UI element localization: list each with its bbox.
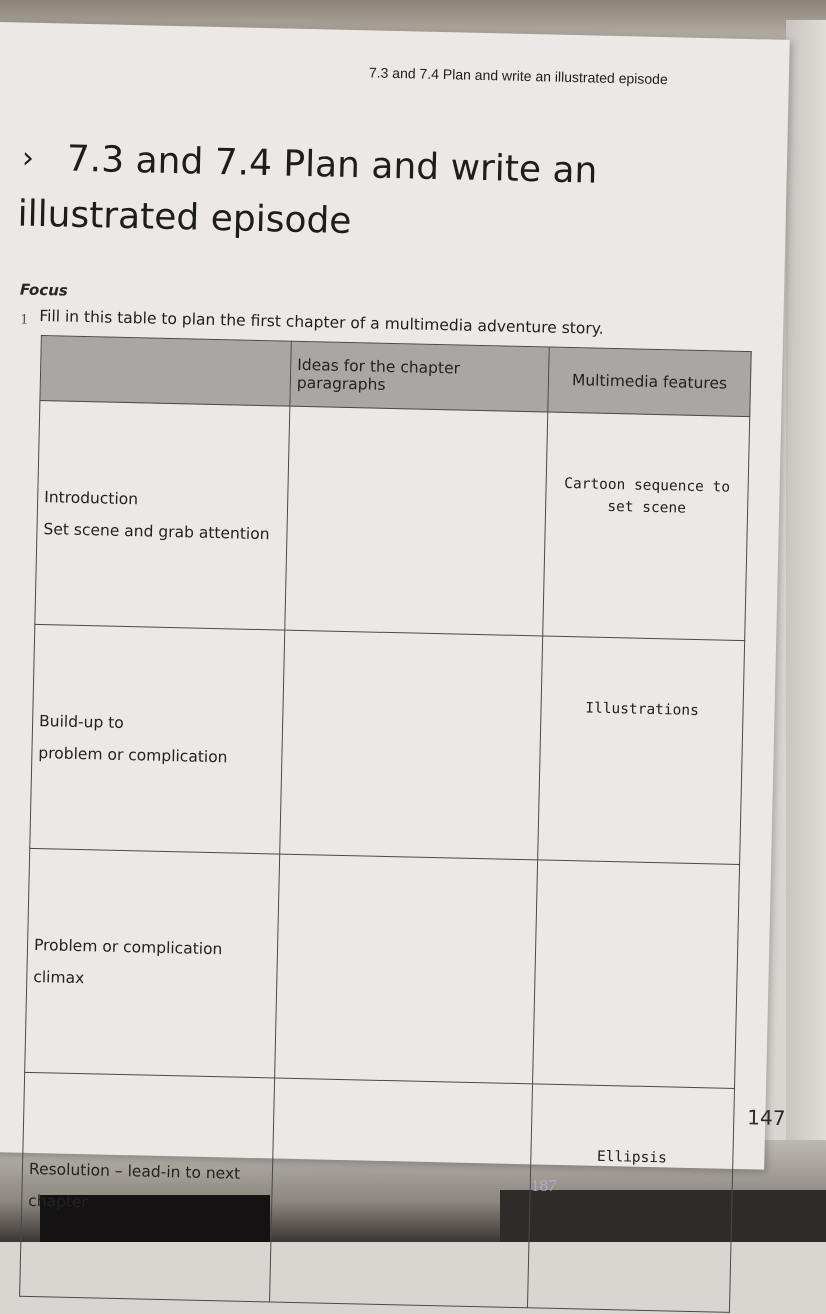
feature-cell: Ellipsis: [527, 1084, 734, 1313]
header-multimedia: Multimedia features: [548, 347, 751, 417]
stage-cell: [35, 401, 290, 631]
title-line-1: 7.3 and 7.4 Plan and write an: [66, 138, 598, 192]
stage-title: Build-up to: [38, 711, 125, 732]
ideas-cell[interactable]: [285, 406, 548, 636]
stage-subtitle: chapter: [28, 1191, 89, 1211]
planning-table: [19, 335, 752, 1313]
feature-cell[interactable]: [533, 860, 740, 1089]
focus-label: Focus: [19, 280, 69, 300]
book-edge-tag: 187: [531, 1176, 557, 1195]
header-ideas: Ideas for the chapter paragraphs: [290, 341, 549, 412]
ideas-cell[interactable]: [280, 630, 543, 860]
stage-cell: [30, 624, 285, 854]
feature-cell: Illustrations: [538, 636, 745, 865]
chevron-right-icon: ›: [21, 140, 35, 176]
question-instruction: Fill in this table to plan the first chapter of a multimedia adventure story.: [39, 306, 604, 338]
stage-cell: [25, 848, 280, 1078]
page-title: [17, 130, 639, 256]
ideas-cell[interactable]: [275, 854, 538, 1084]
page-number: 147: [747, 1105, 786, 1131]
stage-subtitle: problem or complication: [38, 743, 228, 766]
ideas-cell[interactable]: [270, 1078, 533, 1308]
stage-title: Problem or complication: [33, 935, 223, 958]
stage-title: Introduction: [44, 487, 139, 508]
stage-title: Resolution – lead-in to next: [28, 1159, 241, 1183]
question-number: 1: [20, 312, 29, 328]
book-spine: [786, 20, 826, 1160]
header-stage: [40, 336, 291, 407]
stage-subtitle: climax: [33, 967, 85, 987]
running-head: 7.3 and 7.4 Plan and write an illustrated episode: [368, 64, 668, 88]
table-row: [25, 848, 740, 1088]
feature-cell: Cartoon sequence to set scene: [543, 412, 750, 641]
table-row: [35, 401, 750, 641]
table-row: [30, 624, 745, 864]
table-row: [20, 1072, 735, 1312]
title-line-2: illustrated episode: [17, 193, 352, 243]
stage-cell: [20, 1072, 275, 1302]
stage-subtitle: Set scene and grab attention: [43, 519, 270, 543]
